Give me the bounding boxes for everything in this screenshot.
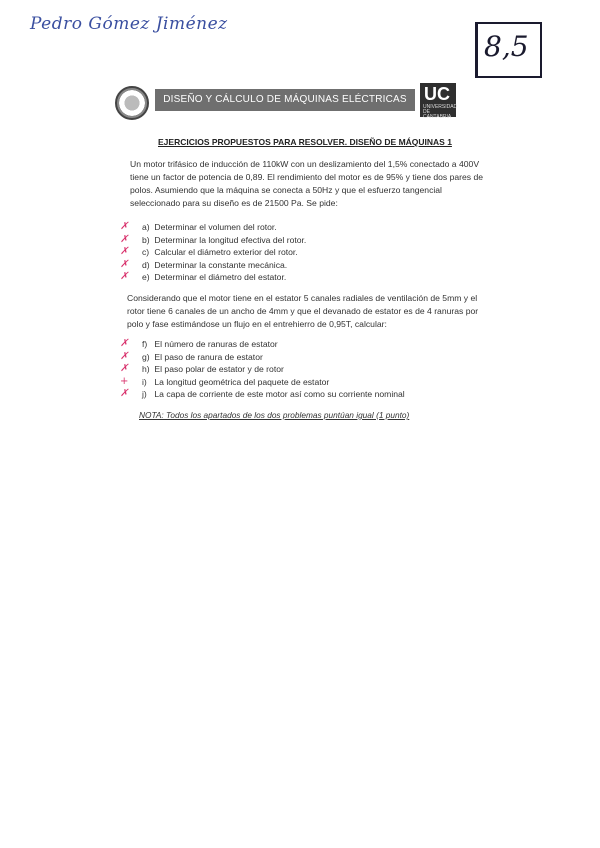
question-list-2 xyxy=(120,338,405,401)
item-text: El paso de ranura de estator xyxy=(154,351,263,362)
problem-statement: Un motor trifásico de inducción de 110kW con un deslizamiento del 1,5% conectado a 400V tiene un factor de potencia de 0,89. El rendimiento del motor es de 95% y tiene dos pares de polos. Asumiendo que la máquina se conecta a 50Hz y que el esfuerzo tangencial seleccionado para su diseño es de 21500 Pa. Se pide: xyxy=(130,159,484,208)
uc-logo-text: UC xyxy=(424,84,450,104)
item-letter: i) xyxy=(142,376,147,387)
uc-logo-subtext: UNIVERSIDAD DE CANTABRIA xyxy=(423,104,458,120)
item-letter: j) xyxy=(142,389,147,399)
check-mark-icon: ✗ xyxy=(120,363,129,374)
item-text: Calcular el diámetro exterior del rotor. xyxy=(154,247,298,257)
item-letter: c) xyxy=(142,247,150,257)
item-text: Determinar la longitud efectiva del rotor. xyxy=(154,234,307,245)
uc-logo xyxy=(420,83,458,120)
check-mark-icon: ✗ xyxy=(120,338,129,349)
check-mark-icon: ✗ xyxy=(120,246,129,257)
item-letter: f) xyxy=(142,339,148,349)
question-list-1 xyxy=(120,221,306,284)
check-mark-icon: ✗ xyxy=(120,271,129,282)
list-item xyxy=(120,271,306,284)
context-statement: Considerando que el motor tiene en el estator 5 canales radiales de ventilación de 5mm y el rotor tiene 6 canales de un ancho de 4mm y que el devanado de estator es de 4 ranuras por polo y fase estimándose un flujo en el entrehierro de 0,95T, calcular: xyxy=(127,293,479,329)
handwritten-student-name: Pedro Gómez Jiménez xyxy=(30,14,228,34)
list-item xyxy=(120,338,405,351)
check-mark-icon: ✗ xyxy=(120,233,129,245)
grading-note: NOTA: Todos los apartados de los dos problemas puntúan igual (1 punto) xyxy=(139,410,410,420)
check-mark-icon: ✗ xyxy=(120,388,129,399)
grade-value: 8,5 xyxy=(484,30,529,63)
item-letter: g) xyxy=(142,351,150,362)
list-item xyxy=(120,351,405,364)
item-letter: a) xyxy=(142,222,150,232)
list-item xyxy=(120,246,306,259)
exercise-title: EJERCICIOS PROPUESTOS PARA RESOLVER. DISEÑO DE MÁQUINAS 1 xyxy=(158,137,452,147)
item-letter: b) xyxy=(142,234,150,245)
list-item xyxy=(120,376,405,389)
item-text: Determinar el diámetro del estator. xyxy=(154,272,287,282)
handwritten-grade-box xyxy=(475,22,542,78)
item-text: La capa de corriente de este motor así como su corriente nominal xyxy=(154,389,405,399)
item-letter: e) xyxy=(142,272,150,282)
course-banner: DISEÑO Y CÁLCULO DE MÁQUINAS ELÉCTRICAS xyxy=(155,89,415,111)
document-header xyxy=(115,83,458,120)
check-mark-icon: ✗ xyxy=(120,221,129,232)
check-mark-icon: ✗ xyxy=(120,258,129,270)
list-item xyxy=(120,363,405,376)
item-text: Determinar el volumen del rotor. xyxy=(154,222,277,232)
list-item xyxy=(120,234,306,247)
list-item xyxy=(120,221,306,234)
list-item xyxy=(120,259,306,272)
item-letter: d) xyxy=(142,259,150,270)
item-text: El paso polar de estator y de rotor xyxy=(154,364,284,374)
item-text: La longitud geométrica del paquete de estator xyxy=(154,376,330,387)
item-text: Determinar la constante mecánica. xyxy=(154,259,288,270)
plus-mark-icon: + xyxy=(120,375,129,387)
university-seal-icon xyxy=(115,86,149,120)
item-text: El número de ranuras de estator xyxy=(154,339,278,349)
list-item xyxy=(120,388,405,401)
check-mark-icon: ✗ xyxy=(120,350,129,362)
item-letter: h) xyxy=(142,364,150,374)
